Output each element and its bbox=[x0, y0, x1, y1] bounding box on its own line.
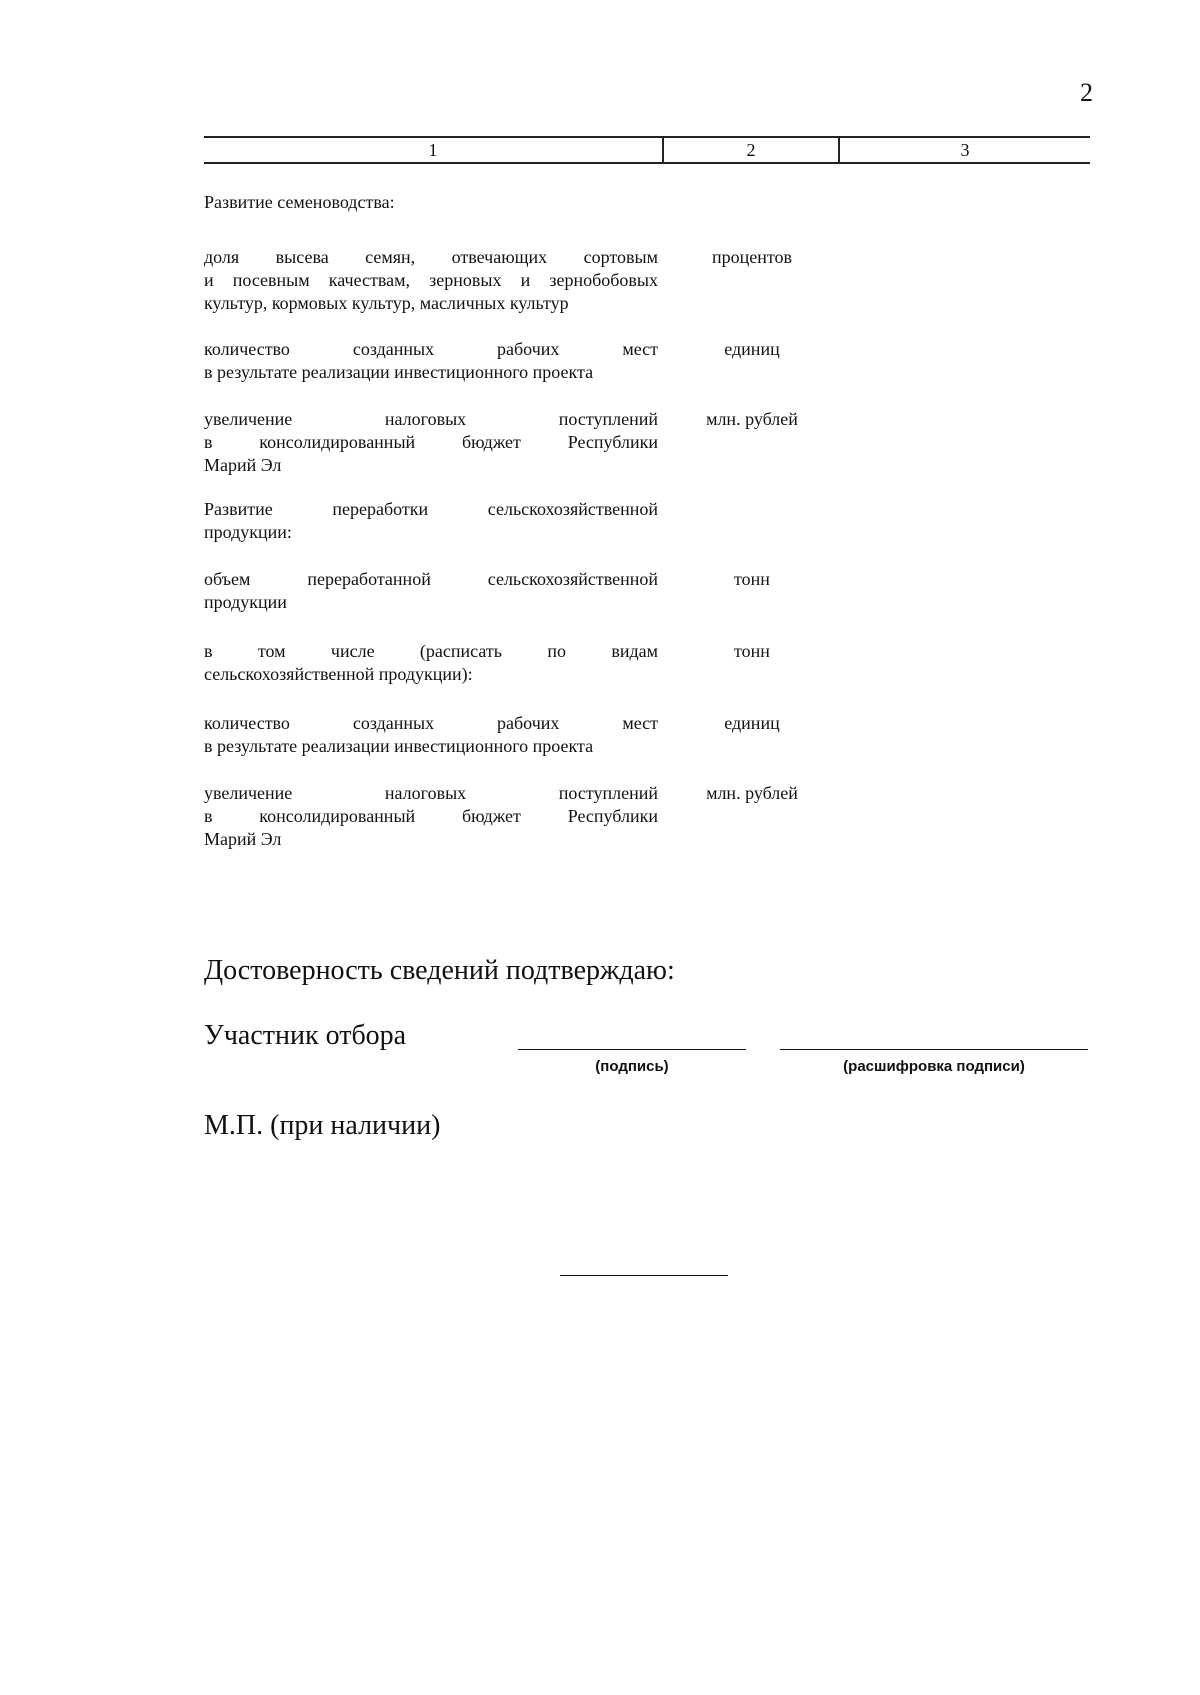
row-line: в консолидированный бюджет Республики bbox=[204, 806, 658, 826]
row-line: количество созданных рабочих мест bbox=[204, 339, 658, 359]
row-line: и посевным качествам, зерновых и зернобобовых bbox=[204, 270, 658, 290]
signature-decode-caption: (расшифровка подписи) bbox=[843, 1058, 1025, 1075]
table-row-indicator bbox=[204, 408, 658, 477]
row-unit: единиц bbox=[724, 713, 780, 733]
table-header-col-3: 3 bbox=[960, 140, 970, 160]
row-line: сельскохозяйственной продукции): bbox=[204, 664, 473, 684]
table-row-indicator bbox=[204, 782, 658, 851]
table-row-indicator bbox=[204, 246, 658, 315]
participant-label: Участник отбора bbox=[204, 1020, 407, 1051]
table-row-indicator bbox=[204, 640, 658, 686]
stamp-label: М.П. (при наличии) bbox=[204, 1110, 441, 1141]
signature-line bbox=[518, 1049, 746, 1050]
table-header-col-2: 2 bbox=[664, 138, 840, 162]
row-line: количество созданных рабочих мест bbox=[204, 713, 658, 733]
row-line: в результате реализации инвестиционного проекта bbox=[204, 362, 594, 382]
row-line: Развитие переработки сельскохозяйственной bbox=[204, 499, 658, 519]
row-line: в том числе (расписать по видам bbox=[204, 641, 658, 661]
row-line: увеличение налоговых поступлений bbox=[204, 783, 658, 803]
table-header bbox=[204, 136, 1090, 164]
row-unit: тонн bbox=[734, 641, 770, 661]
row-line: увеличение налоговых поступлений bbox=[204, 409, 658, 429]
row-line: доля высева семян, отвечающих сортовым bbox=[204, 247, 658, 267]
table-row-indicator bbox=[204, 338, 658, 384]
section-title-seed-production: Развитие семеноводства: bbox=[204, 192, 395, 212]
document-end-line bbox=[560, 1275, 728, 1276]
row-line: в результате реализации инвестиционного проекта bbox=[204, 736, 594, 756]
row-unit: млн. рублей bbox=[706, 409, 798, 429]
page-number: 2 bbox=[1080, 78, 1093, 107]
row-line: продукции bbox=[204, 592, 287, 612]
signature-caption: (подпись) bbox=[595, 1058, 669, 1075]
row-line: Марий Эл bbox=[204, 455, 282, 475]
table-row-indicator bbox=[204, 568, 658, 614]
table-header-col-1: 1 bbox=[204, 138, 664, 162]
row-unit: процентов bbox=[711, 247, 792, 267]
row-line: культур, кормовых культур, масличных культур bbox=[204, 293, 569, 313]
row-unit: млн. рублей bbox=[706, 783, 798, 803]
section-title-processing bbox=[204, 498, 658, 544]
row-unit: тонн bbox=[734, 569, 770, 589]
row-line: продукции: bbox=[204, 522, 292, 542]
table-row-indicator bbox=[204, 712, 658, 758]
row-line: объем переработанной сельскохозяйственной bbox=[204, 569, 658, 589]
row-unit: единиц bbox=[724, 339, 780, 359]
signature-decode-line bbox=[780, 1049, 1088, 1050]
confirmation-statement: Достоверность сведений подтверждаю: bbox=[204, 955, 675, 986]
row-line: Марий Эл bbox=[204, 829, 282, 849]
row-line: в консолидированный бюджет Республики bbox=[204, 432, 658, 452]
